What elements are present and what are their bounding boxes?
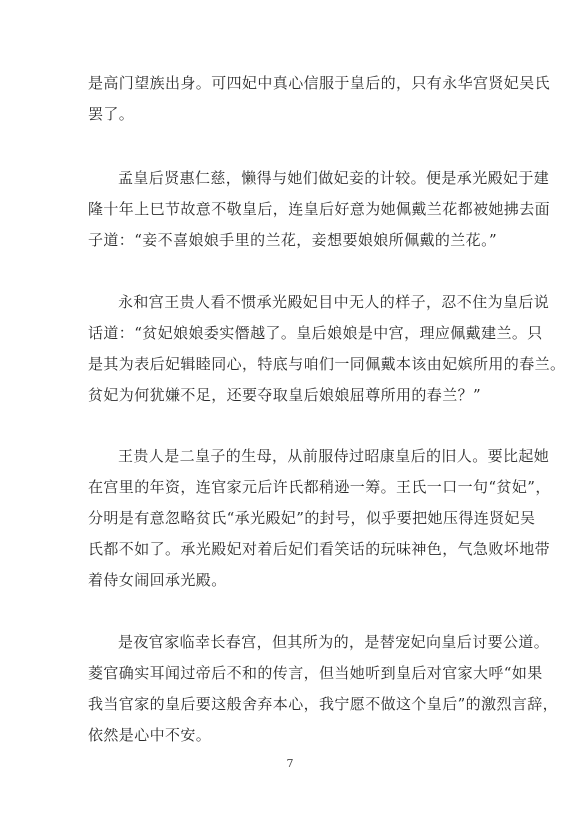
text-line: 分明是有意忽略贫氏“承光殿妃”的封号，似乎要把她压得连贤妃吴	[88, 509, 536, 527]
paragraph	[88, 68, 551, 130]
text-line: 罢了。	[88, 105, 135, 123]
text-line: 是高门望族出身。可四妃中真心信服于皇后的，只有永华宫贤妃吴氏	[88, 74, 551, 92]
text-line: 氏都不如了。承光殿妃对着后妃们看笑话的玩味神色，气急败坏地带	[88, 540, 551, 558]
text-line: 隆十年上巳节故意不敬皇后，连皇后好意为她佩戴兰花都被她拂去面	[88, 200, 551, 218]
text-line: 着侍女闹回承光殿。	[88, 571, 227, 589]
paragraph	[88, 441, 551, 596]
paragraph	[88, 627, 559, 751]
text-line: 贫妃为何犹嫌不足，还要夺取皇后娘娘屈尊所用的春兰？”	[88, 386, 482, 404]
text-line: 是其为表后妃辑睦同心，特底与咱们一同佩戴本该由妃嫔所用的春兰。	[88, 355, 566, 373]
text-line: 是夜官家临幸长春宫，但其所为的，是替宠妃向皇后讨要公道。	[118, 633, 550, 651]
page-number: 7	[286, 757, 294, 770]
paragraph	[88, 163, 551, 256]
text-line: 孟皇后贤惠仁慈，懒得与她们做妃妾的计较。便是承光殿妃于建	[118, 169, 550, 187]
text-line: 我当官家的皇后要这般舍弃本心，我宁愿不做这个皇后”的激烈言辞，	[88, 695, 559, 713]
text-line: 子道：“妾不喜娘娘手里的兰花，妾想要娘娘所佩戴的兰花。”	[88, 231, 498, 249]
text-line: 在宫里的年资，连官家元后许氏都稍逊一筹。王氏一口一句“贫妃”，	[88, 478, 551, 496]
text-line: 话道：“贫妃娘娘委实僭越了。皇后娘娘是中宫，理应佩戴建兰。只	[88, 324, 543, 342]
text-line: 依然是心中不安。	[88, 726, 212, 744]
text-line: 永和宫王贵人看不惯承光殿妃目中无人的样子，忍不住为皇后说	[118, 293, 550, 311]
paragraph	[88, 287, 566, 411]
text-line: 王贵人是二皇子的生母，从前服侍过昭康皇后的旧人。要比起她	[118, 447, 550, 465]
text-line: 菱官确实耳闻过帝后不和的传言，但当她听到皇后对官家大呼“如果	[88, 664, 543, 682]
